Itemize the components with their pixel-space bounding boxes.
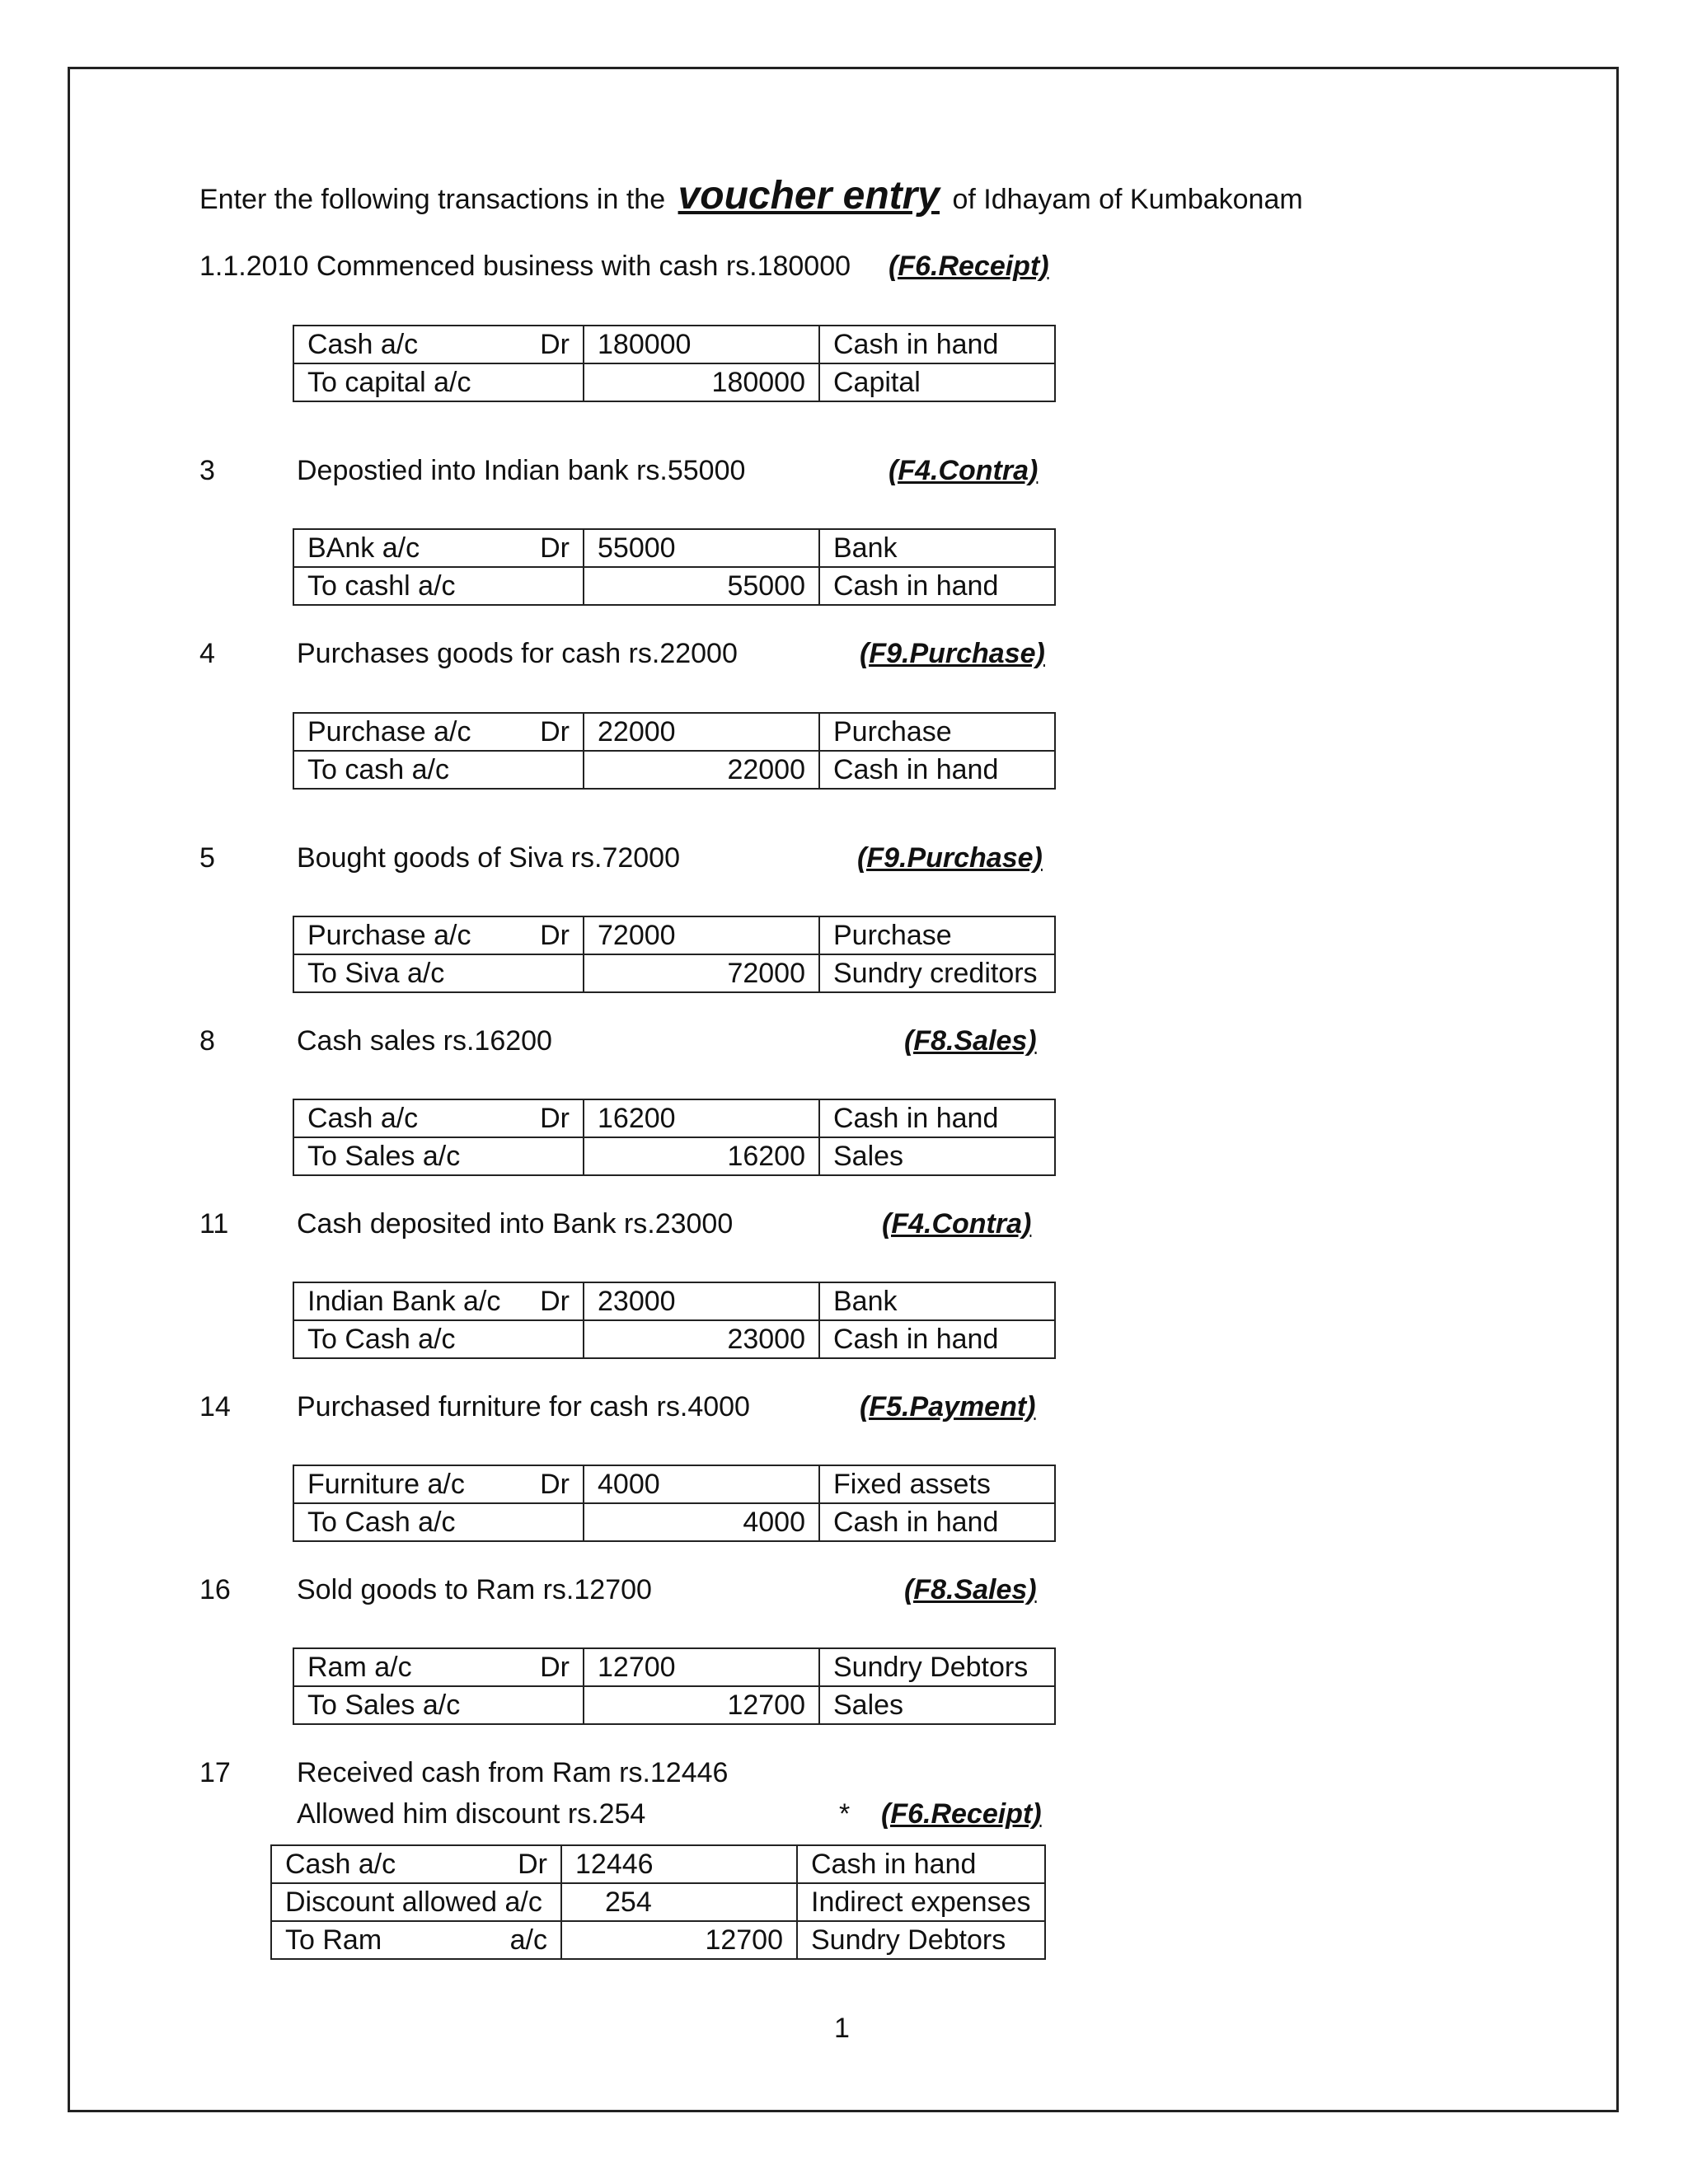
amount-cell: 16200 xyxy=(584,1099,819,1137)
voucher-type: (F8.Sales) xyxy=(904,1025,1037,1057)
account-cell: To cash a/c xyxy=(293,751,584,789)
txn-description: Received cash from Ram rs.12446 xyxy=(297,1757,729,1788)
journal-table xyxy=(293,325,1056,402)
txn-description: Purchased furniture for cash rs.4000 xyxy=(297,1391,750,1422)
table-row xyxy=(293,1137,1055,1175)
asterisk-marker: * xyxy=(839,1798,851,1830)
account-cell: Purchase a/c Dr xyxy=(293,713,584,751)
txn-description: Cash deposited into Bank rs.23000 xyxy=(297,1208,734,1240)
table-row xyxy=(293,1320,1055,1358)
amount-cell: 22000 xyxy=(584,713,819,751)
amount-cell: 180000 xyxy=(584,363,819,401)
account-cell: To Cash a/c xyxy=(293,1320,584,1358)
table-row xyxy=(293,326,1055,363)
amount-cell: 12700 xyxy=(584,1648,819,1686)
journal-table xyxy=(293,528,1056,606)
account-cell: To capital a/c xyxy=(293,363,584,401)
account-cell: Cash a/c Dr xyxy=(271,1845,561,1883)
txn-date: 11 xyxy=(199,1208,229,1240)
account-cell: Ram a/c Dr xyxy=(293,1648,584,1686)
group-cell: Cash in hand xyxy=(819,1099,1055,1137)
txn-description: Depostied into Indian bank rs.55000 xyxy=(297,455,746,486)
group-cell: Cash in hand xyxy=(819,751,1055,789)
amount-cell: 72000 xyxy=(584,954,819,992)
txn-date: 17 xyxy=(199,1757,231,1788)
table-row xyxy=(293,529,1055,567)
txn-date: 5 xyxy=(199,842,215,874)
journal-table xyxy=(293,916,1056,993)
amount-cell: 4000 xyxy=(584,1503,819,1541)
account-cell: Discount allowed a/c xyxy=(271,1883,561,1921)
group-cell: Capital xyxy=(819,363,1055,401)
table-row xyxy=(293,1648,1055,1686)
table-row xyxy=(293,1465,1055,1503)
txn-description: Bought goods of Siva rs.72000 xyxy=(297,842,680,874)
amount-cell: 72000 xyxy=(584,916,819,954)
amount-cell: 22000 xyxy=(584,751,819,789)
group-cell: Sales xyxy=(819,1137,1055,1175)
account-cell: Purchase a/c Dr xyxy=(293,916,584,954)
journal-table xyxy=(293,1647,1056,1725)
txn-date: 1.1.2010 Commenced business with cash rs.180000 xyxy=(199,251,851,282)
group-cell: Bank xyxy=(819,1282,1055,1320)
voucher-type: (F4.Contra) xyxy=(882,1208,1032,1240)
group-cell: Cash in hand xyxy=(819,1503,1055,1541)
table-row xyxy=(293,751,1055,789)
journal-table xyxy=(293,712,1056,790)
group-cell: Bank xyxy=(819,529,1055,567)
page-number: 1 xyxy=(834,2013,850,2044)
txn-description: Commenced business with cash rs.180000 xyxy=(316,251,851,282)
account-cell: Furniture a/c Dr xyxy=(293,1465,584,1503)
intro-prefix: Enter the following transactions in the xyxy=(199,184,666,215)
table-row xyxy=(293,363,1055,401)
table-row xyxy=(271,1921,1045,1959)
txn-date: 3 xyxy=(199,455,215,486)
account-cell: To cashl a/c xyxy=(293,567,584,605)
group-cell: Sundry creditors xyxy=(819,954,1055,992)
amount-cell: 16200 xyxy=(584,1137,819,1175)
txn-description: Purchases goods for cash rs.22000 xyxy=(297,638,738,669)
table-row xyxy=(271,1845,1045,1883)
group-cell: Cash in hand xyxy=(819,326,1055,363)
group-cell: Cash in hand xyxy=(819,1320,1055,1358)
journal-table xyxy=(293,1099,1056,1176)
table-row xyxy=(293,567,1055,605)
account-cell: To Cash a/c xyxy=(293,1503,584,1541)
group-cell: Sales xyxy=(819,1686,1055,1724)
intro-emphasis: voucher entry xyxy=(678,174,940,218)
group-cell: Purchase xyxy=(819,916,1055,954)
account-cell: BAnk a/c Dr xyxy=(293,529,584,567)
account-cell: To Ram a/c xyxy=(271,1921,561,1959)
voucher-type: (F8.Sales) xyxy=(904,1574,1037,1605)
amount-cell: 12700 xyxy=(584,1686,819,1724)
txn-date: 8 xyxy=(199,1025,215,1057)
table-row xyxy=(293,954,1055,992)
txn-date: 16 xyxy=(199,1574,231,1605)
intro-suffix: of Idhayam of Kumbakonam xyxy=(952,184,1303,215)
journal-table xyxy=(293,1282,1056,1359)
group-cell: Fixed assets xyxy=(819,1465,1055,1503)
amount-cell: 4000 xyxy=(584,1465,819,1503)
voucher-type: (F4.Contra) xyxy=(889,455,1039,486)
txn-date: 4 xyxy=(199,638,215,669)
amount-cell: 180000 xyxy=(584,326,819,363)
group-cell: Indirect expenses xyxy=(797,1883,1045,1921)
voucher-type: (F9.Purchase) xyxy=(860,638,1045,669)
table-row xyxy=(293,1686,1055,1724)
group-cell: Sundry Debtors xyxy=(797,1921,1045,1959)
table-row xyxy=(293,916,1055,954)
table-row xyxy=(293,1099,1055,1137)
amount-cell: 23000 xyxy=(584,1320,819,1358)
amount-cell: 12446 xyxy=(561,1845,797,1883)
voucher-type: (F6.Receipt) xyxy=(881,1798,1042,1830)
amount-cell: 23000 xyxy=(584,1282,819,1320)
txn-description: Sold goods to Ram rs.12700 xyxy=(297,1574,652,1605)
journal-table xyxy=(293,1465,1056,1542)
txn-description-2: Allowed him discount rs.254 xyxy=(297,1798,646,1830)
amount-cell: 55000 xyxy=(584,529,819,567)
txn-description: Cash sales rs.16200 xyxy=(297,1025,552,1057)
account-cell: To Siva a/c xyxy=(293,954,584,992)
account-cell: Indian Bank a/c Dr xyxy=(293,1282,584,1320)
table-row xyxy=(293,1282,1055,1320)
group-cell: Purchase xyxy=(819,713,1055,751)
account-cell: Cash a/c Dr xyxy=(293,1099,584,1137)
voucher-type: (F5.Payment) xyxy=(860,1391,1036,1422)
voucher-type: (F9.Purchase) xyxy=(857,842,1043,874)
account-cell: To Sales a/c xyxy=(293,1137,584,1175)
table-row xyxy=(293,1503,1055,1541)
group-cell: Cash in hand xyxy=(797,1845,1045,1883)
voucher-type: (F6.Receipt) xyxy=(889,251,1049,282)
account-cell: To Sales a/c xyxy=(293,1686,584,1724)
amount-cell: 12700 xyxy=(561,1921,797,1959)
group-cell: Sundry Debtors xyxy=(819,1648,1055,1686)
table-row xyxy=(271,1883,1045,1921)
account-cell: Cash a/c Dr xyxy=(293,326,584,363)
txn-date: 14 xyxy=(199,1391,231,1422)
journal-table xyxy=(270,1844,1046,1960)
table-row xyxy=(293,713,1055,751)
amount-cell: 254 xyxy=(561,1883,797,1921)
amount-cell: 55000 xyxy=(584,567,819,605)
group-cell: Cash in hand xyxy=(819,567,1055,605)
intro-text xyxy=(199,173,1303,218)
